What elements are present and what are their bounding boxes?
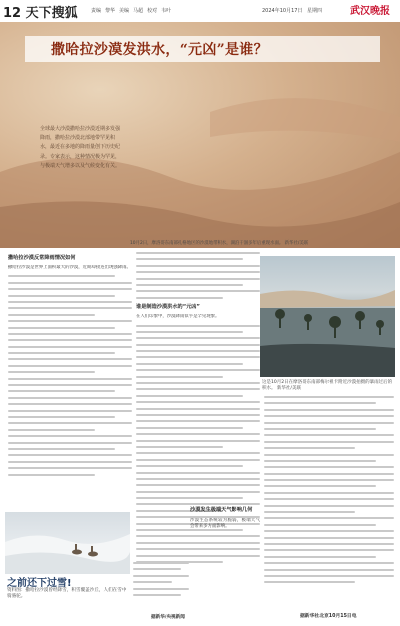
text-lines xyxy=(264,396,394,583)
right-caption: 这是10月2日在摩洛哥东南部梅尔祖卡附近沙漠拍摄的暴雨过后的积水。 新华社/美联 xyxy=(262,380,393,391)
section-title: 撒哈拉沙漠反常降雨情况如何 xyxy=(8,255,76,261)
nav-item: 黎华 xyxy=(105,8,116,14)
middle-column xyxy=(136,252,260,607)
flood-photo xyxy=(260,256,395,377)
snow-text: 资料图：撒哈拉沙漠曾经降雪，积雪覆盖沙丘，人们在雪中骑骆驼。 xyxy=(7,588,127,600)
nav-item: 校对 xyxy=(147,8,158,14)
section-title: 沙漠发生极端天气影响几何 xyxy=(190,507,253,513)
date-text: 2024年10月17日 xyxy=(262,8,303,14)
snow-photo xyxy=(5,512,130,574)
nav-item: 责编 xyxy=(91,8,102,14)
flood-photo-art xyxy=(260,256,395,377)
nav xyxy=(91,7,171,14)
section-title: 谁是制造沙漠洪水的“元凶” xyxy=(136,304,200,311)
date xyxy=(262,7,322,14)
nav-item: 韦叶 xyxy=(161,8,172,14)
weekday-text: 星期四 xyxy=(307,8,323,14)
section-text: 沙漠生态系统较为脆弱，极端天气会带来多方面影响。 xyxy=(190,518,260,530)
snow-photo-art xyxy=(5,512,130,574)
text-lines xyxy=(136,252,260,299)
headline: 撒哈拉沙漠发洪水，“元凶”是谁？ xyxy=(51,42,268,58)
nav-item: 马超 xyxy=(133,8,144,14)
nav-item: 美编 xyxy=(119,8,130,14)
logo: 武汉晚报 xyxy=(350,6,390,17)
right-column xyxy=(264,396,394,606)
section-text: 撒哈拉沙漠是世界上面积最大的沙漠，近期却接连出现强降雨。 xyxy=(8,265,131,270)
snow-title: 之前还下过雪! xyxy=(7,578,72,589)
top-caption: 10月2日，摩洛哥东南部扎格地区的沙漠地带积水，湖泊干涸多年后重现水面。 新华社/美联 xyxy=(130,241,309,246)
snow-credit: 据新华/央视新闻 xyxy=(151,615,185,620)
text-lines xyxy=(8,275,132,475)
section-text: 在人们印象中，沙漠降雨似乎是罕见现象。 xyxy=(136,314,220,320)
right-credit: 据新华社北京10月15日电 xyxy=(300,614,357,619)
left-column xyxy=(8,252,132,522)
page-label: 12 天下搜狐 xyxy=(3,6,78,21)
snow-text-lines xyxy=(133,562,189,600)
snow-box xyxy=(5,574,189,622)
intro-text: 全球最大沙漠撒哈拉沙漠近期多发强降雨，撒哈拉沙漠北部地带罕见积水，最近在多地的降雨量创下历史纪录。专家表示，这种情况极为罕见，与极端天气增多以及气候变化有关。 xyxy=(40,126,121,169)
masthead xyxy=(0,0,400,22)
